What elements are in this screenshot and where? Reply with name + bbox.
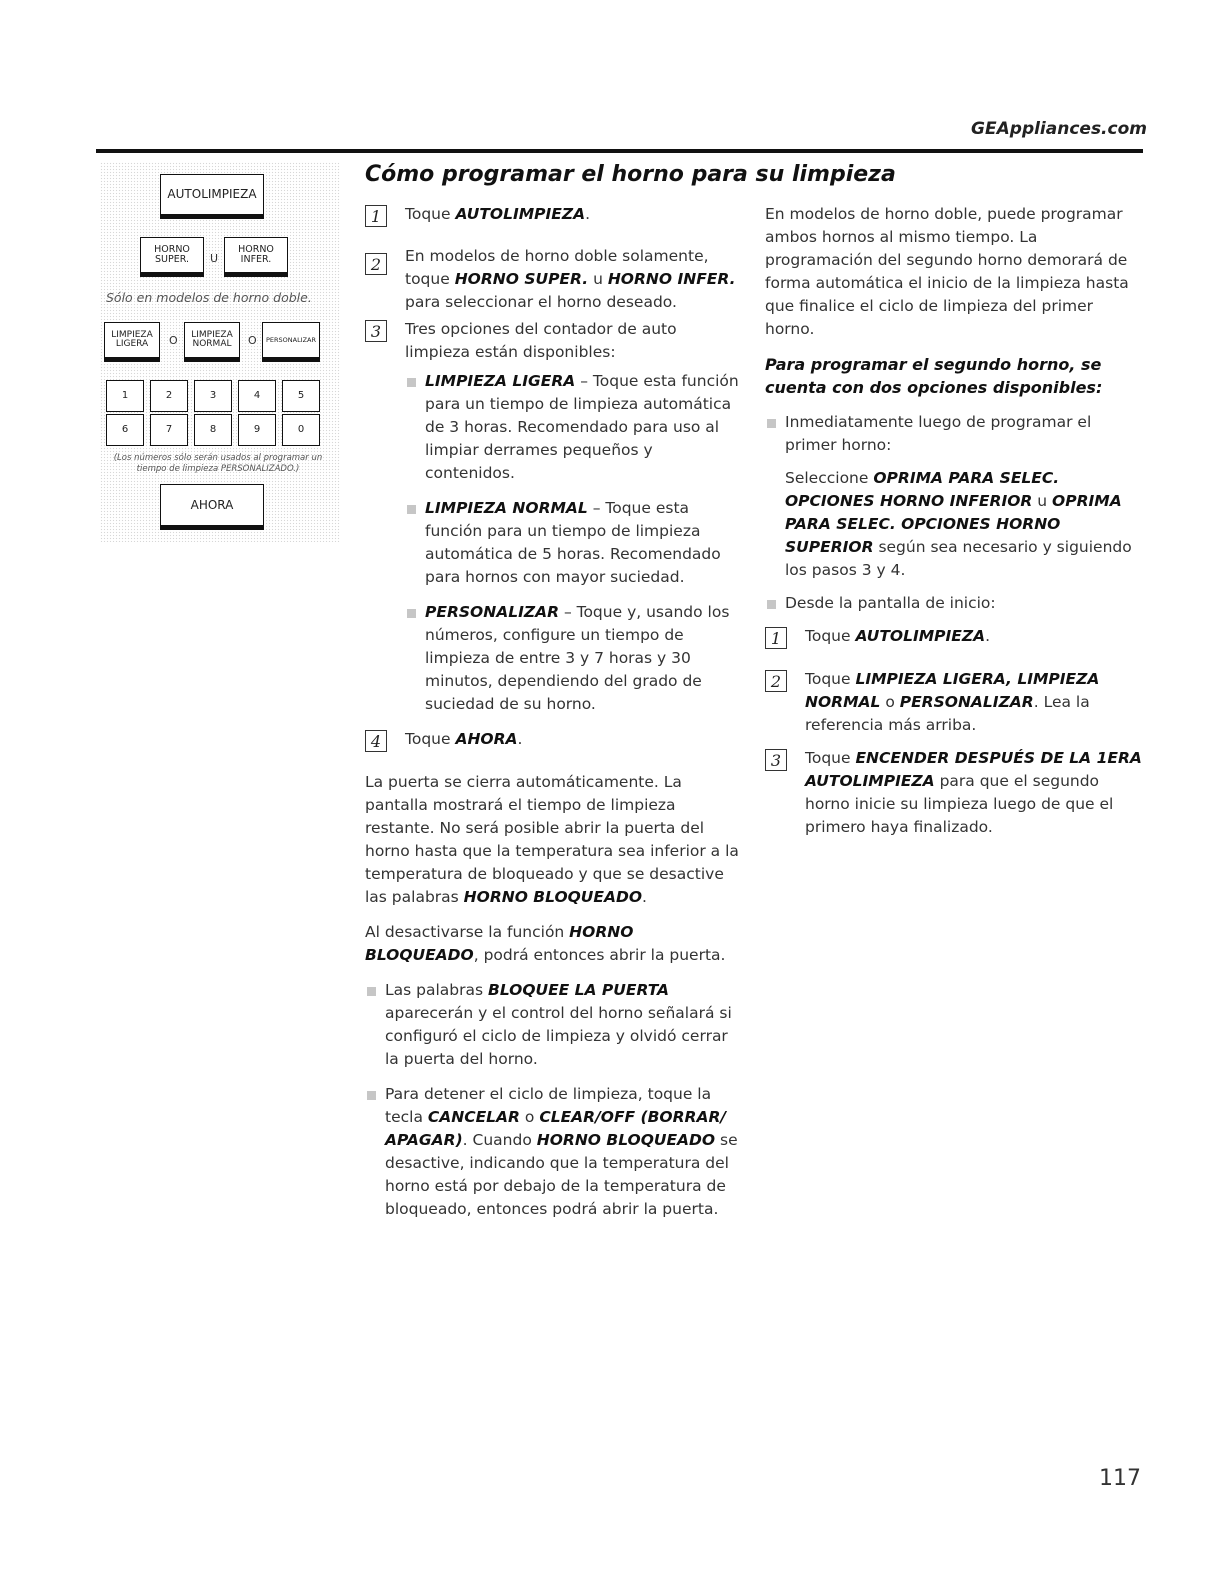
second-step-2: 2 Toque LIMPIEZA LIGERA, LIMPIEZA NORMAL o PERSONALIZAR. Lea la referencia más arriba. — [765, 668, 1145, 737]
numbers-note: (Los números sólo serán usados al programar un tiempo de limpieza PERSONALIZADO.) — [113, 453, 323, 475]
column-1 — [365, 203, 740, 1221]
double-oven-intro: En modelos de horno doble, puede programar ambos hornos al mismo tiempo. La programación del segundo horno demorará de forma automática el inicio de la limpieza hasta que finalice el ciclo de limpieza del primer horno. — [765, 205, 1129, 338]
paragraph-unlock: Al desactivarse la función HORNO BLOQUEADO, podrá entonces abrir la puerta. — [365, 923, 726, 964]
or-label-u: U — [210, 252, 219, 265]
step-number-3: 3 — [365, 320, 387, 342]
option-personalizar: PERSONALIZAR – Toque y, usando los números, configure un tiempo de limpieza de entre 3 y 7 horas y 30 minutos, dependiendo del grado de suciedad de su horno. — [405, 601, 740, 716]
or-label-2: O — [248, 334, 257, 347]
step-1 — [365, 203, 740, 226]
personalizar-key: PERSONALIZAR — [262, 322, 320, 362]
number-key-4: 4 — [238, 380, 276, 412]
site-url: GEAppliances.com — [971, 119, 1147, 139]
header-rule — [96, 149, 1143, 153]
number-key-7: 7 — [150, 414, 188, 446]
option-normal: LIMPIEZA NORMAL – Toque esta función para un tiempo de limpieza automática de 5 horas. Recomendado para hornos con mayor suciedad. — [405, 497, 740, 589]
step-number-4: 4 — [365, 730, 387, 752]
step-3-text: Tres opciones del contador de auto limpieza están disponibles: — [405, 320, 677, 361]
bullet-immediately: Inmediatamente luego de programar el primer horno: — [765, 411, 1145, 457]
page-title: Cómo programar el horno para su limpieza — [365, 162, 896, 187]
second-step-3: 3 Toque ENCENDER DESPUÉS DE LA 1ERA AUTOLIMPIEZA para que el segundo horno inicie su limpieza luego de que el primero haya finalizado. — [765, 747, 1145, 839]
bullet-lock-door: Las palabras BLOQUEE LA PUERTA aparecerán y el control del horno señalará si configuró el ciclo de limpieza y olvidó cerrar la puerta del horno. — [365, 979, 740, 1071]
horno-infer-key: HORNO INFER. — [224, 237, 288, 277]
number-key-8: 8 — [194, 414, 232, 446]
step-4 — [365, 728, 740, 751]
page-number: 117 — [1099, 1466, 1141, 1491]
second-step-number-3: 3 — [765, 749, 787, 771]
number-key-1: 1 — [106, 380, 144, 412]
step-3 — [365, 318, 740, 364]
ahora-key: AHORA — [160, 484, 264, 530]
number-key-5: 5 — [282, 380, 320, 412]
second-step-1: 1 Toque AUTOLIMPIEZA. — [765, 625, 1145, 648]
horno-super-key: HORNO SUPER. — [140, 237, 204, 277]
number-key-3: 3 — [194, 380, 232, 412]
step-number-2: 2 — [365, 253, 387, 275]
solo-doble-note: Sólo en modelos de horno doble. — [106, 290, 312, 305]
step-number-1: 1 — [365, 205, 387, 227]
control-panel-illustration — [100, 162, 340, 542]
or-label-1: O — [169, 334, 178, 347]
second-oven-subhead: Para programar el segundo horno, se cuenta con dos opciones disponibles: — [765, 355, 1103, 397]
number-key-9: 9 — [238, 414, 276, 446]
step-2-text: En modelos de horno doble solamente, toque HORNO SUPER. u HORNO INFER. para seleccionar el horno deseado. — [405, 247, 736, 311]
second-step-number-1: 1 — [765, 627, 787, 649]
number-key-6: 6 — [106, 414, 144, 446]
number-key-2: 2 — [150, 380, 188, 412]
option-ligera: LIMPIEZA LIGERA – Toque esta función para un tiempo de limpieza automática de 3 horas. Recomendado para uso al limpiar derrames pequeños y contenidos. — [405, 370, 740, 485]
second-step-number-2: 2 — [765, 670, 787, 692]
step-4-text: Toque AHORA. — [405, 730, 523, 748]
step-1-text: Toque AUTOLIMPIEZA. — [405, 205, 591, 223]
bullet-stop-cycle: Para detener el ciclo de limpieza, toque la tecla CANCELAR o CLEAR/OFF (BORRAR/ APAGAR). Cuando HORNO BLOQUEADO se desactive, indicando que la temperatura del horno está por debajo de la temperatura de bloqueado, entonces podrá abrir la puerta. — [365, 1083, 740, 1221]
limpieza-normal-key: LIMPIEZA NORMAL — [184, 322, 240, 362]
column-2 — [765, 203, 1145, 839]
select-options-text: Seleccione OPRIMA PARA SELEC. OPCIONES HORNO INFERIOR u OPRIMA PARA SELEC. OPCIONES HORNO SUPERIOR según sea necesario y siguiendo los pasos 3 y 4. — [785, 469, 1132, 579]
autolimpieza-key: AUTOLIMPIEZA — [160, 174, 264, 219]
number-key-0: 0 — [282, 414, 320, 446]
step-2 — [365, 245, 740, 314]
bullet-home-screen: Desde la pantalla de inicio: — [765, 592, 1145, 615]
limpieza-ligera-key: LIMPIEZA LIGERA — [104, 322, 160, 362]
paragraph-door: La puerta se cierra automáticamente. La pantalla mostrará el tiempo de limpieza restante. No será posible abrir la puerta del horno hasta que la temperatura sea inferior a la temperatura de bloqueado y que se desactive las palabras HORNO BLOQUEADO. — [365, 773, 739, 906]
